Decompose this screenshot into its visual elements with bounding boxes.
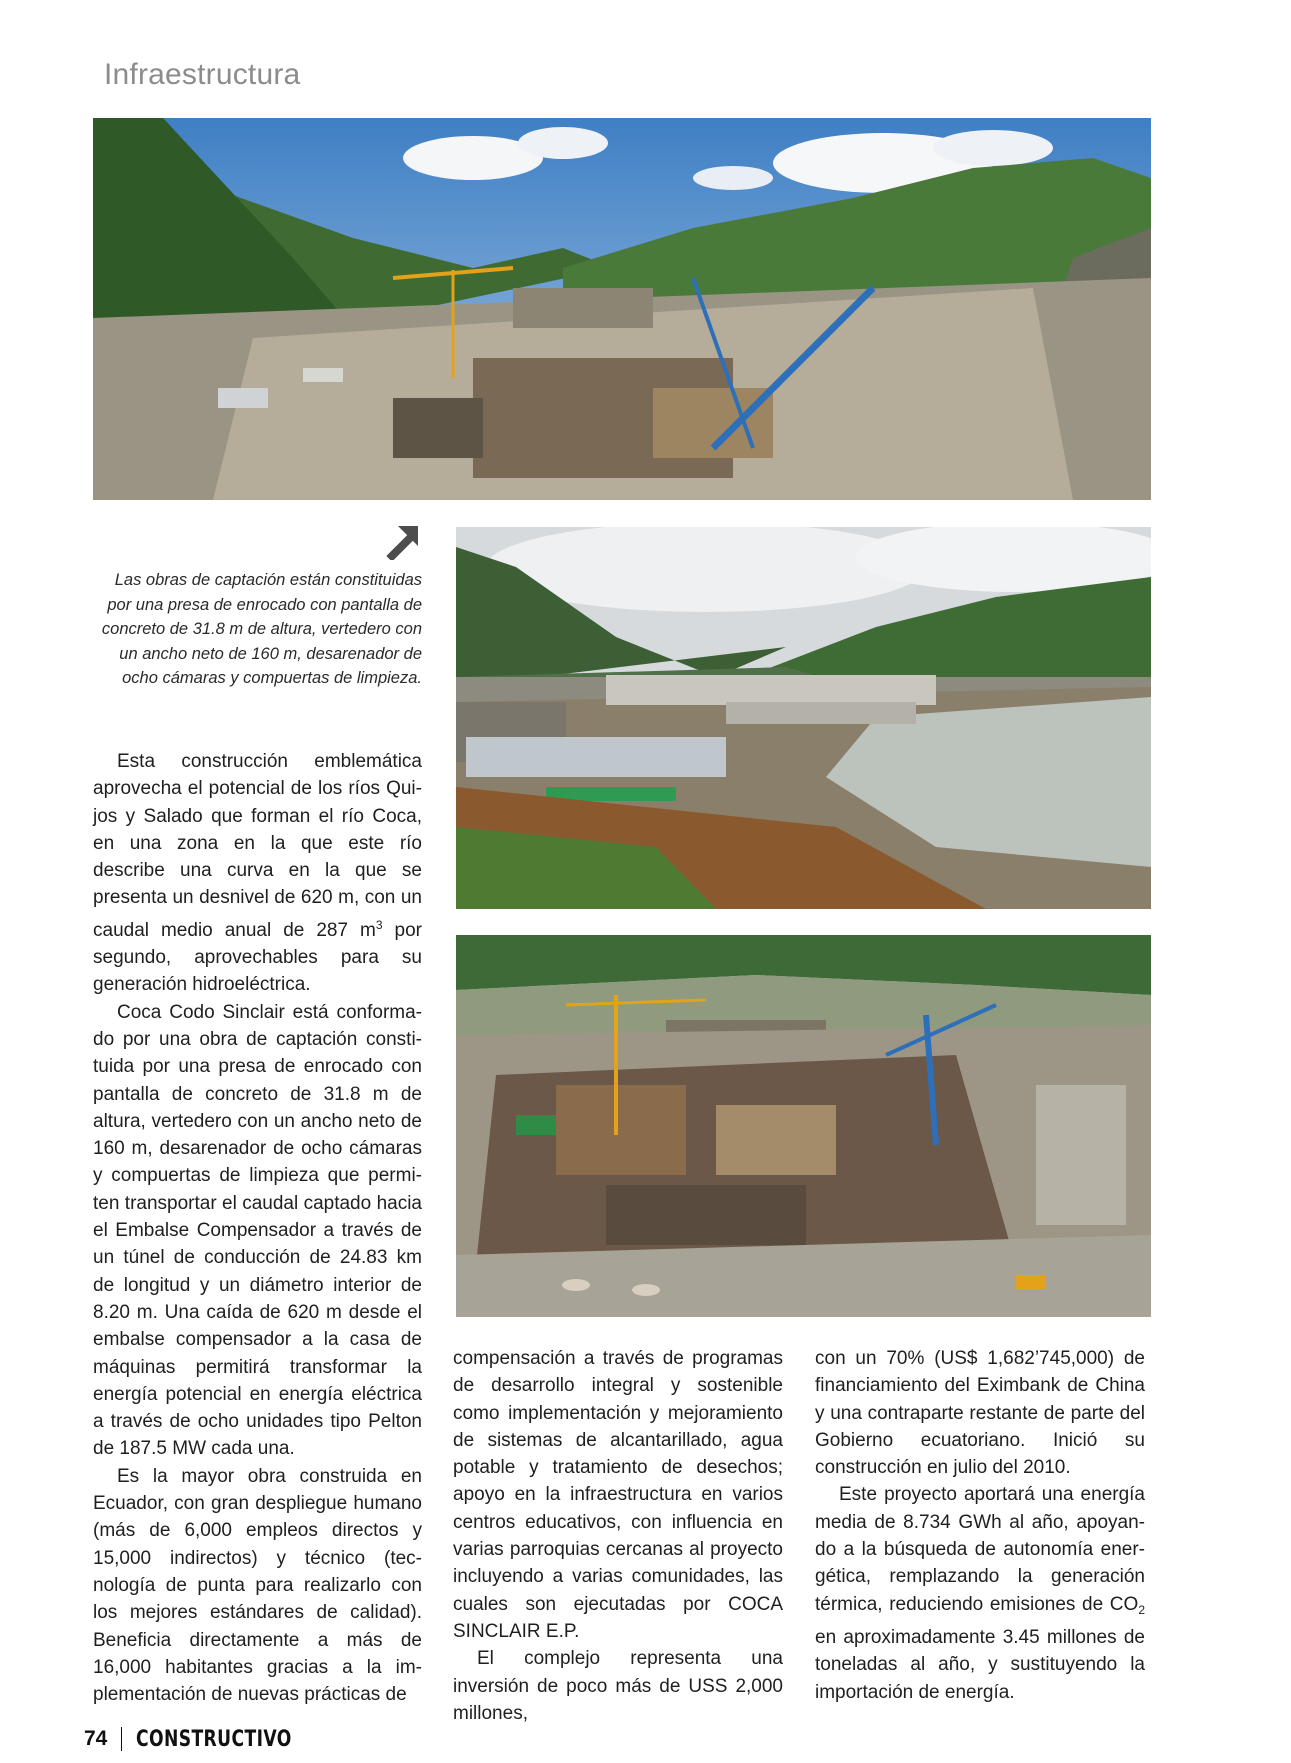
article-column-2 (453, 1345, 783, 1727)
construction-site-photo (456, 935, 1151, 1317)
dam-spillway-photo (456, 527, 1151, 909)
paragraph-energy: Este proyecto aportará una energía media de 8.734 GWh al año, apoyando a la búsqueda de autonomía energética, remplazando la generación térmica, reduciendo emisiones de $CO_2$ en aproximadamente 3.45 millones de toneladas al año, y sustituyendo la importación de energía. (815, 1484, 1145, 1703)
page-number: 74 (84, 1727, 108, 1750)
photo-caption: Las obras de captación están constituidas por una presa de enrocado con pantalla de concreto de 31.8 m de altura, vertedero con un ancho neto de 160 m, desarenador de ocho cámaras y compuertas de limpieza. (101, 571, 422, 687)
article-column-3 (815, 1345, 1145, 1706)
paragraph-intro: Esta construcción emblemática aprovecha el potencial de los ríos Quijos y Salado que forman el río Coca, en una zona en la que este río describe una curva en la que se presenta un desnivel de 620 m, con un caudal medio anual de 287 $m^3$ por segundo, aprovechables para su generación hidroeléctrica. (93, 751, 422, 996)
paragraph-financing: con un 70% (US$ 1,682’745,000) de financiamiento del Eximbank de China y una contraparte restante de parte del Gobierno ecuatoriano. Inició su construcción en julio del 2010. (815, 1348, 1145, 1479)
panorama-photo (93, 118, 1151, 500)
page-footer (84, 1724, 336, 1754)
section-title: Infraestructura (104, 58, 301, 91)
paragraph-compensation: compensación a través de programas de desarrollo integral y sostenible como implementación y mejoramiento de sistemas de alcantarillado, agua potable y tratamiento de desechos; apoyo en la infraestructura en varios centros educativos, con influencia en varias parroquias cercanas al proyecto incluyendo a varias comunidades, las cuales son ejecutadas por COCA SINCLAIR E.P. (453, 1348, 783, 1642)
magazine-brand: CONSTRUCTIVO (136, 1726, 293, 1752)
article-column-1 (93, 748, 422, 1708)
paragraph-description: Coca Codo Sinclair está conformado por una obra de captación constituida por una presa de enrocado con pantalla de concreto de 31.8 m de altura, vertedero con un ancho neto de 160 m, desarenador de ocho cámaras y compuertas de limpieza que permiten transportar el caudal captado hacia el Embalse Compensador a través de un túnel de conducción de 24.83 km de longitud y un diámetro interior de 8.20 m. Una caída de 620 m desde el embalse compensador a la casa de máquinas permitirá transformar la energía potencial en energía eléctrica a través de ocho unidades tipo Pelton de 187.5 MW cada una. (93, 1001, 422, 1460)
paragraph-impact: Es la mayor obra construida en Ecuador, con gran despliegue humano (más de 6,000 empleos directos y 15,000 indirectos) y técnico (tecnología de punta para realizarlo con los mejores estándares de calidad). Beneficia directamente a más de 16,000 habitantes gracias a la implementación de nuevas prácticas de (93, 1465, 422, 1706)
arrow-up-right-icon (384, 522, 422, 560)
footer-divider (121, 1727, 122, 1751)
paragraph-investment: El complejo representa una inversión de poco más de USS 2,000 millones, (453, 1648, 783, 1724)
